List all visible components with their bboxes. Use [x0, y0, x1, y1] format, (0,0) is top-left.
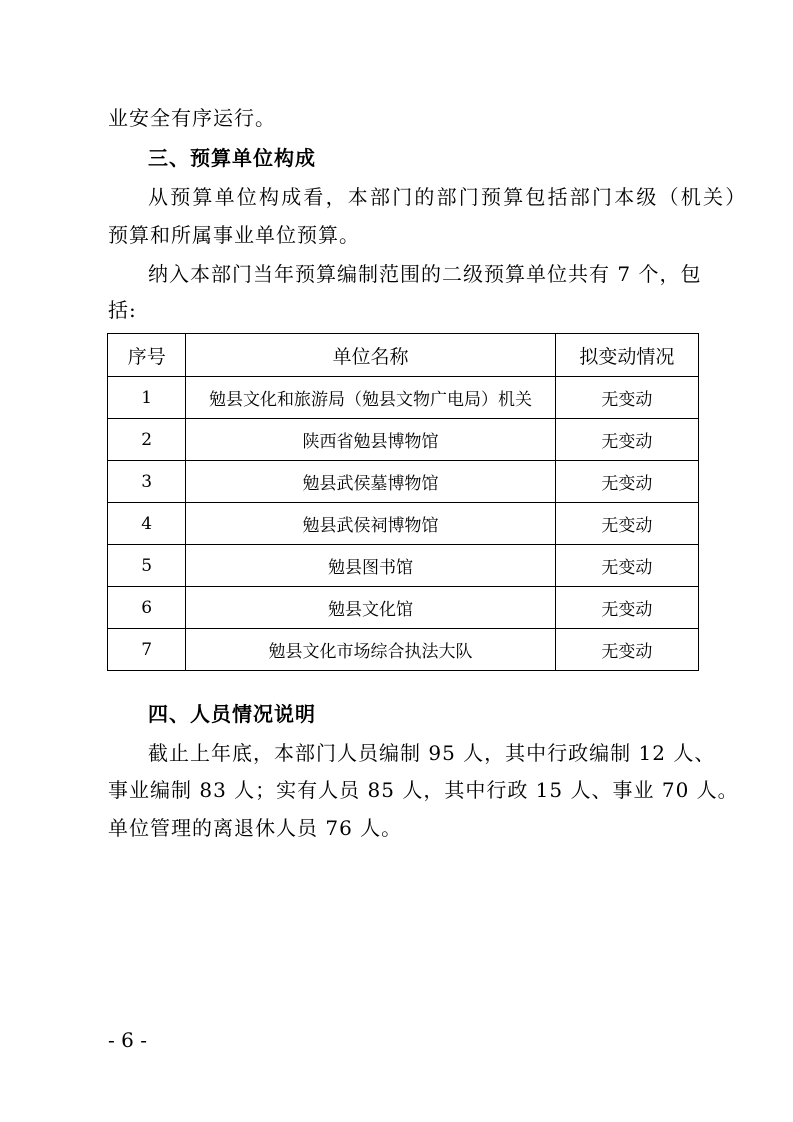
budget-units-table [107, 333, 699, 671]
table-row [108, 587, 699, 629]
cell-unit-name: 勉县武侯墓博物馆 [186, 461, 555, 503]
table-header-row [108, 334, 699, 377]
table-row [108, 461, 699, 503]
cell-unit-name: 勉县文化市场综合执法大队 [186, 629, 555, 671]
table-row [108, 419, 699, 461]
table-row [108, 503, 699, 545]
paragraph-budget-composition-line2: 预算和所属事业单位预算。 [108, 223, 360, 247]
cell-change: 无变动 [555, 419, 698, 461]
cell-unit-name: 陕西省勉县博物馆 [186, 419, 555, 461]
cell-change: 无变动 [555, 629, 698, 671]
paragraph-continuation: 业安全有序运行。 [108, 106, 276, 130]
cell-change: 无变动 [555, 461, 698, 503]
cell-unit-name: 勉县图书馆 [186, 545, 555, 587]
cell-seq: 4 [108, 503, 186, 545]
cell-change: 无变动 [555, 377, 698, 419]
column-header-unit-name: 单位名称 [186, 334, 555, 377]
paragraph-personnel-line1: 截止上年底，本部门人员编制 95 人，其中行政编制 12 人、 [148, 741, 716, 765]
cell-seq: 1 [108, 377, 186, 419]
table-row [108, 377, 699, 419]
table-row [108, 629, 699, 671]
cell-seq: 7 [108, 629, 186, 671]
paragraph-personnel-line2: 事业编制 83 人；实有人员 85 人，其中行政 15 人、事业 70 人。 [108, 778, 739, 802]
section-heading-personnel: 四、人员情况说明 [148, 702, 316, 726]
cell-seq: 5 [108, 545, 186, 587]
paragraph-secondary-units-line1: 纳入本部门当年预算编制范围的二级预算单位共有 7 个，包 [148, 262, 702, 286]
column-header-seq: 序号 [108, 334, 186, 377]
cell-change: 无变动 [555, 503, 698, 545]
section-heading-budget-units: 三、预算单位构成 [148, 146, 316, 170]
cell-unit-name: 勉县武侯祠博物馆 [186, 503, 555, 545]
cell-change: 无变动 [555, 587, 698, 629]
cell-unit-name: 勉县文化馆 [186, 587, 555, 629]
page-number: - 6 - [108, 1028, 147, 1052]
paragraph-personnel-line3: 单位管理的离退休人员 76 人。 [108, 816, 403, 840]
cell-unit-name: 勉县文化和旅游局（勉县文物广电局）机关 [186, 377, 555, 419]
table-row [108, 545, 699, 587]
cell-change: 无变动 [555, 545, 698, 587]
cell-seq: 3 [108, 461, 186, 503]
paragraph-budget-composition-line1: 从预算单位构成看，本部门的部门预算包括部门本级（机关） [148, 185, 748, 209]
cell-seq: 6 [108, 587, 186, 629]
cell-seq: 2 [108, 419, 186, 461]
paragraph-secondary-units-line2: 括: [108, 298, 137, 322]
column-header-change: 拟变动情况 [555, 334, 698, 377]
